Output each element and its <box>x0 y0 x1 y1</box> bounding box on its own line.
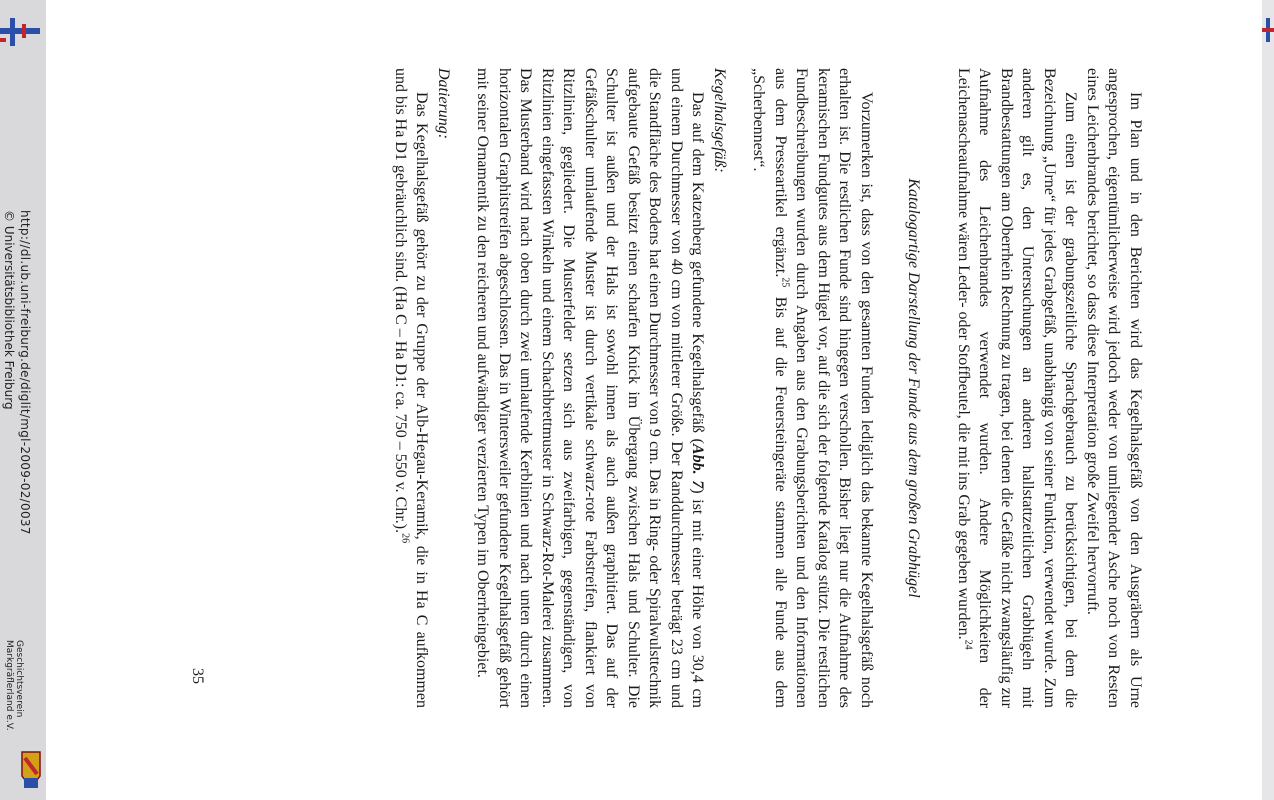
paragraph-4-start: Das auf dem Katzenberg gefundene Kegelhalsgefäß ( <box>689 92 707 444</box>
footnote-ref-25: 25 <box>779 277 791 288</box>
viewer-side-strip <box>0 0 46 800</box>
paragraph-3-end: Bis auf die Feuersteingeräte stammen alle Funde aus dem „Scherbennest“. <box>750 68 789 709</box>
paragraph-4-text: ) ist mit einer Höhe von 30,4 cm und einem Durchmesser von 40 cm von mittlerer Größe. Der Randdurchmesser beträgt 23 cm und die Standfläche des Bodens hat einen Durchmesser von 9 cm. Das in Ring- oder Spiralwulsttechnik aufgebaute Gefäß besitzt einen scharfen Knick im Übergang zwischen Hals und Schulter. Die Schulter ist außen und der Hals ist sowohl innen als auch außen graphitiert. Das auf der Gefäßschulter umlaufende Muster ist durch vertikale schwarz-rote Farbstreifen, flankiert von Ritzlinien, gegliedert. Die Musterfelder setzen sich aus zweifarbigen, gegenständigen, von Ritzlinien eingefassten Winkeln und einem Schachbrettmuster in Schwarz-Rot-Malerei zusammen. Das Musterband wird nach oben durch zwei umlaufende Kerblinien und nach unten durch einen horizontalen Graphitstreifen abgeschlossen. Das in Wintersweiler gefundene Kegelhalsgefäß gehört mit seiner Ornamentik zu den reicheren und aufwändiger verzierten Typen im Oberrheingebiet. <box>474 68 707 709</box>
library-logo-icon <box>0 14 40 50</box>
paragraph-5 <box>390 68 433 708</box>
coat-of-arms-icon <box>20 750 42 794</box>
paragraph-2-text: Zum einen ist der grabungszeitliche Sprachgebrauch zu berücksichtigen, bei dem die Bezeichnung „Urne“ für jedes Grabgefäß, unabhängig von seiner Funktion, verwendet wurde. Zum anderen gilt es, den Untersuchungen an anderen hallstattzeitlichen Grabhügeln mit Brandbestattungen am Oberrhein Rechnung zu tragen, bei denen die Gefäße nicht zwangsläufig zur Aufnahme des Leichenbrandes verwendet wurden. Andere Möglichkeiten der Leichenascheaufnahme wären Leder- oder Stoffbeutel, die mit ins Grab gegeben wurden. <box>955 68 1080 708</box>
corner-mark-icon <box>1262 18 1274 42</box>
right-margin-strip <box>1262 0 1274 800</box>
paragraph-5-text: Das Kegelhalsgefäß gehört zu der Gruppe der Alb-Hegau-Keramik, die in Ha C aufkommen und bis Ha D1 gebräuchlich sind. (Ha C – Ha D1: ca. 750 – 550 v. Chr.). <box>392 68 431 708</box>
source-url[interactable]: http://dl.ub.uni-freiburg.de/diglit/mgl-2009-02/0037 <box>18 210 32 535</box>
footnote-ref-24: 24 <box>962 639 974 650</box>
copyright-text: © Universitätsbibliothek Freiburg <box>2 210 16 410</box>
document-page <box>186 68 1146 708</box>
section-heading: Katalogartige Darstellung der Funde aus dem großen Grabhügel <box>905 178 923 598</box>
subheading-kegelhalsgefaess: Kegelhalsgefäß: <box>711 68 728 173</box>
footnote-ref-26: 26 <box>399 533 411 544</box>
paragraph-1: Im Plan und in den Berichten wird das Kegelhalsgefäß von den Ausgräbern als Urne angesprochen, eigentümlicherweise wird jedoch weder von umliegender Asche noch von Resten eines Leichenbrandes berichtet, so dass diese Interpretation große Zweifel hervorruft. <box>1084 68 1144 708</box>
page-number: 35 <box>189 668 206 684</box>
figure-reference: Abb. 7 <box>689 443 707 489</box>
paragraph-3-text: Vorzumerken ist, dass von den gesamten Funden lediglich das bekannte Kegelhalsgefäß noch erhalten ist. Die restlichen Funde sind hingegen verschollen. Bisher liegt nur die Aufnahme des keramischen Fundgutes aus dem Hügel vor, auf die sich der folgende Katalog stützt. Die restlichen Fundbeschreibungen wurden durch Angaben aus den Grabungsberichten und den Informationen aus dem Presseartikel ergänzt. <box>772 68 875 708</box>
subheading-datierung: Datierung: <box>435 68 452 140</box>
paragraph-3 <box>748 68 877 708</box>
society-name: Geschichtsverein Markgräflerland e.V. <box>4 640 24 731</box>
paragraph-2 <box>953 68 1082 708</box>
paragraph-4 <box>472 68 709 708</box>
